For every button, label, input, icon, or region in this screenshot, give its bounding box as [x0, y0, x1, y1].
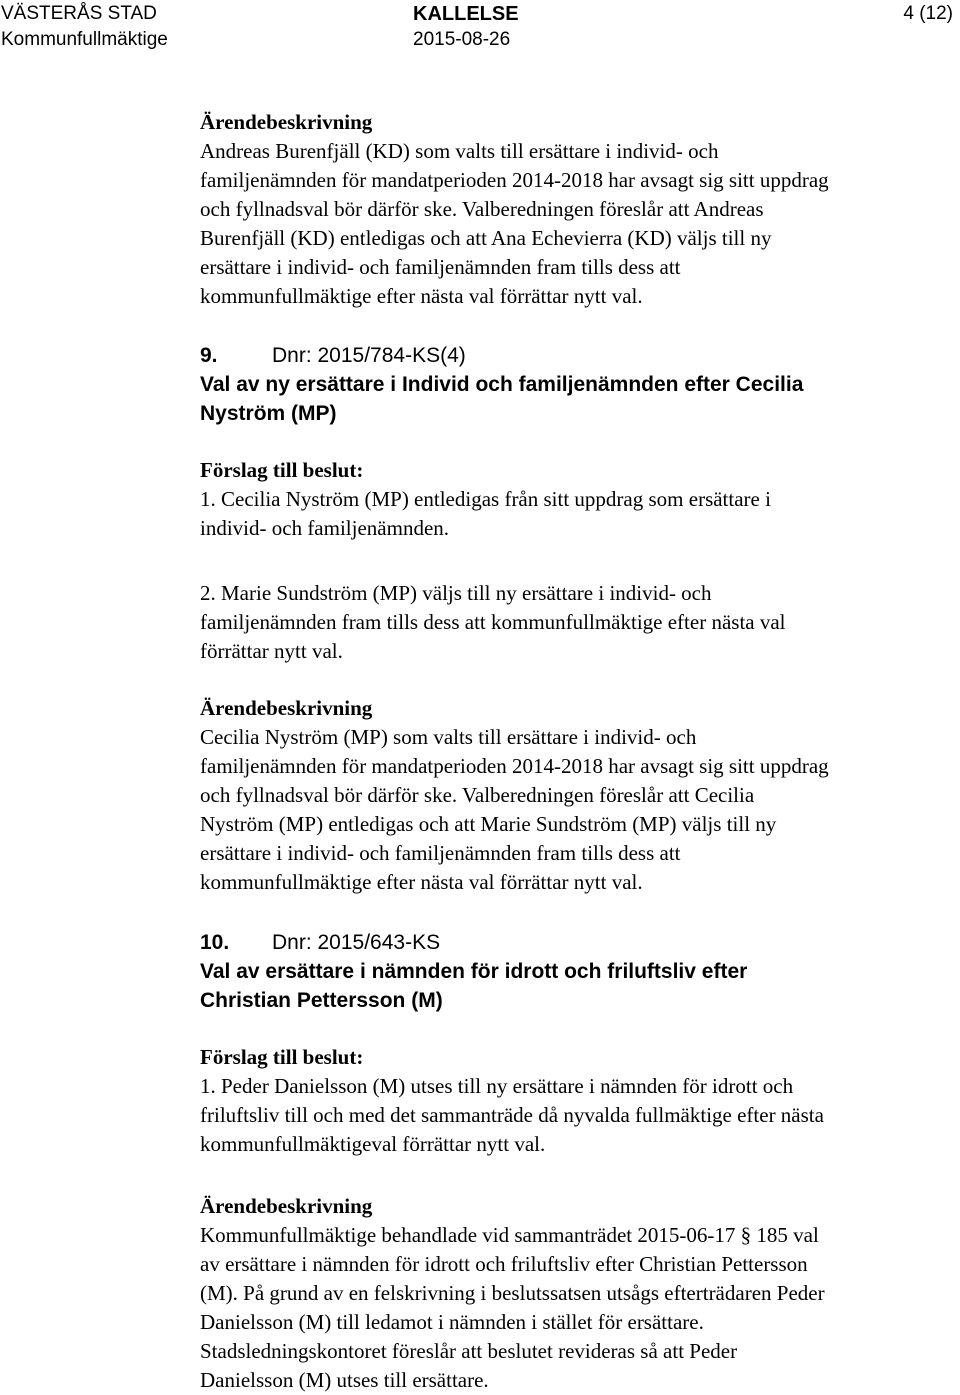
proposal-line: individ- och familjenämnden.: [200, 516, 450, 540]
section-heading: Ärendebeskrivning: [200, 110, 373, 134]
paragraph-line: familjenämnden för mandatperioden 2014-2018 har avsagt sig sitt uppdrag: [200, 168, 829, 192]
proposal-line: friluftsliv till och med det sammanträde då nyvalda fullmäktige efter nästa: [200, 1103, 824, 1127]
paragraph-line: ersättare i individ- och familjenämnden fram tills dess att: [200, 255, 681, 279]
proposal-line: 1. Peder Danielsson (M) utses till ny ersättare i nämnden för idrott och: [200, 1074, 794, 1098]
proposal-heading: Förslag till beslut:: [200, 1045, 364, 1069]
paragraph-line: kommunfullmäktige efter nästa val förrättar nytt val.: [200, 870, 643, 894]
proposal-2-block-9: [200, 579, 960, 666]
organization-name: VÄSTERÅS STAD: [1, 3, 157, 24]
item-title: Val av ersättare i nämnden för idrott och friluftsliv efter: [200, 960, 748, 983]
proposal-line: familjenämnden fram tills dess att kommunfullmäktige efter nästa val: [200, 610, 786, 634]
paragraph-line: ersättare i individ- och familjenämnden fram tills dess att: [200, 841, 681, 865]
item-number-row: [200, 928, 960, 957]
item-title: Christian Pettersson (M): [200, 989, 443, 1012]
paragraph-line: och fyllnadsval bör därför ske. Valberedningen föreslår att Andreas: [200, 197, 764, 221]
paragraph-line: och fyllnadsval bör därför ske. Valberedningen föreslår att Cecilia: [200, 783, 755, 807]
agenda-item-10: [200, 928, 960, 1015]
item-number: 10.: [200, 931, 230, 954]
proposal-line: 1. Cecilia Nyström (MP) entledigas från sitt uppdrag som ersättare i: [200, 487, 771, 511]
item-number: 9.: [200, 344, 218, 367]
paragraph-line: kommunfullmäktige efter nästa val förrättar nytt val.: [200, 284, 643, 308]
paragraph-line: Burenfjäll (KD) entledigas och att Ana Echevierra (KD) väljs till ny: [200, 226, 772, 250]
paragraph-line: familjenämnden för mandatperioden 2014-2018 har avsagt sig sitt uppdrag: [200, 754, 829, 778]
page-header: [0, 0, 960, 56]
proposal-line: 2. Marie Sundström (MP) väljs till ny ersättare i individ- och: [200, 581, 712, 605]
section-heading: Ärendebeskrivning: [200, 1194, 373, 1218]
proposal-line: förrättar nytt val.: [200, 639, 343, 663]
page-number: 4 (12): [903, 3, 953, 24]
document-type: KALLELSE: [413, 3, 519, 25]
section-heading: Ärendebeskrivning: [200, 696, 373, 720]
paragraph-line: Danielsson (M) utses till ersättare.: [200, 1368, 489, 1392]
paragraph-line: (M). På grund av en felskrivning i beslutssatsen utsågs efterträdaren Peder: [200, 1281, 825, 1305]
paragraph-line: Cecilia Nyström (MP) som valts till ersättare i individ- och: [200, 725, 697, 749]
council-name: Kommunfullmäktige: [1, 29, 168, 50]
paragraph-line: av ersättare i nämnden för idrott och friluftsliv efter Christian Pettersson: [200, 1252, 808, 1276]
paragraph-line: Danielsson (M) till ledamot i nämnden i stället för ersättare.: [200, 1310, 704, 1334]
paragraph-line: Stadsledningskontoret föreslår att beslutet revideras så att Peder: [200, 1339, 738, 1363]
case-number: Dnr: 2015/643-KS: [272, 931, 441, 954]
proposal-block-10: [200, 1043, 960, 1159]
proposal-heading: Förslag till beslut:: [200, 458, 364, 482]
case-description-andreas: [200, 108, 960, 311]
case-description-10: [200, 1192, 960, 1395]
paragraph-line: Nyström (MP) entledigas och att Marie Sundström (MP) väljs till ny: [200, 812, 777, 836]
case-number: Dnr: 2015/784-KS(4): [272, 344, 466, 367]
meeting-date: 2015-08-26: [413, 29, 511, 50]
item-title: Nyström (MP): [200, 402, 337, 425]
item-number-row: [200, 341, 960, 370]
proposal-block-9: [200, 456, 960, 543]
item-title: Val av ny ersättare i Individ och familjenämnden efter Cecilia: [200, 373, 804, 396]
case-description-9: [200, 694, 960, 897]
paragraph-line: Kommunfullmäktige behandlade vid sammanträdet 2015-06-17 § 185 val: [200, 1223, 819, 1247]
proposal-line: kommunfullmäktigeval förrättar nytt val.: [200, 1132, 546, 1156]
agenda-item-9: [200, 341, 960, 428]
paragraph-line: Andreas Burenfjäll (KD) som valts till ersättare i individ- och: [200, 139, 719, 163]
